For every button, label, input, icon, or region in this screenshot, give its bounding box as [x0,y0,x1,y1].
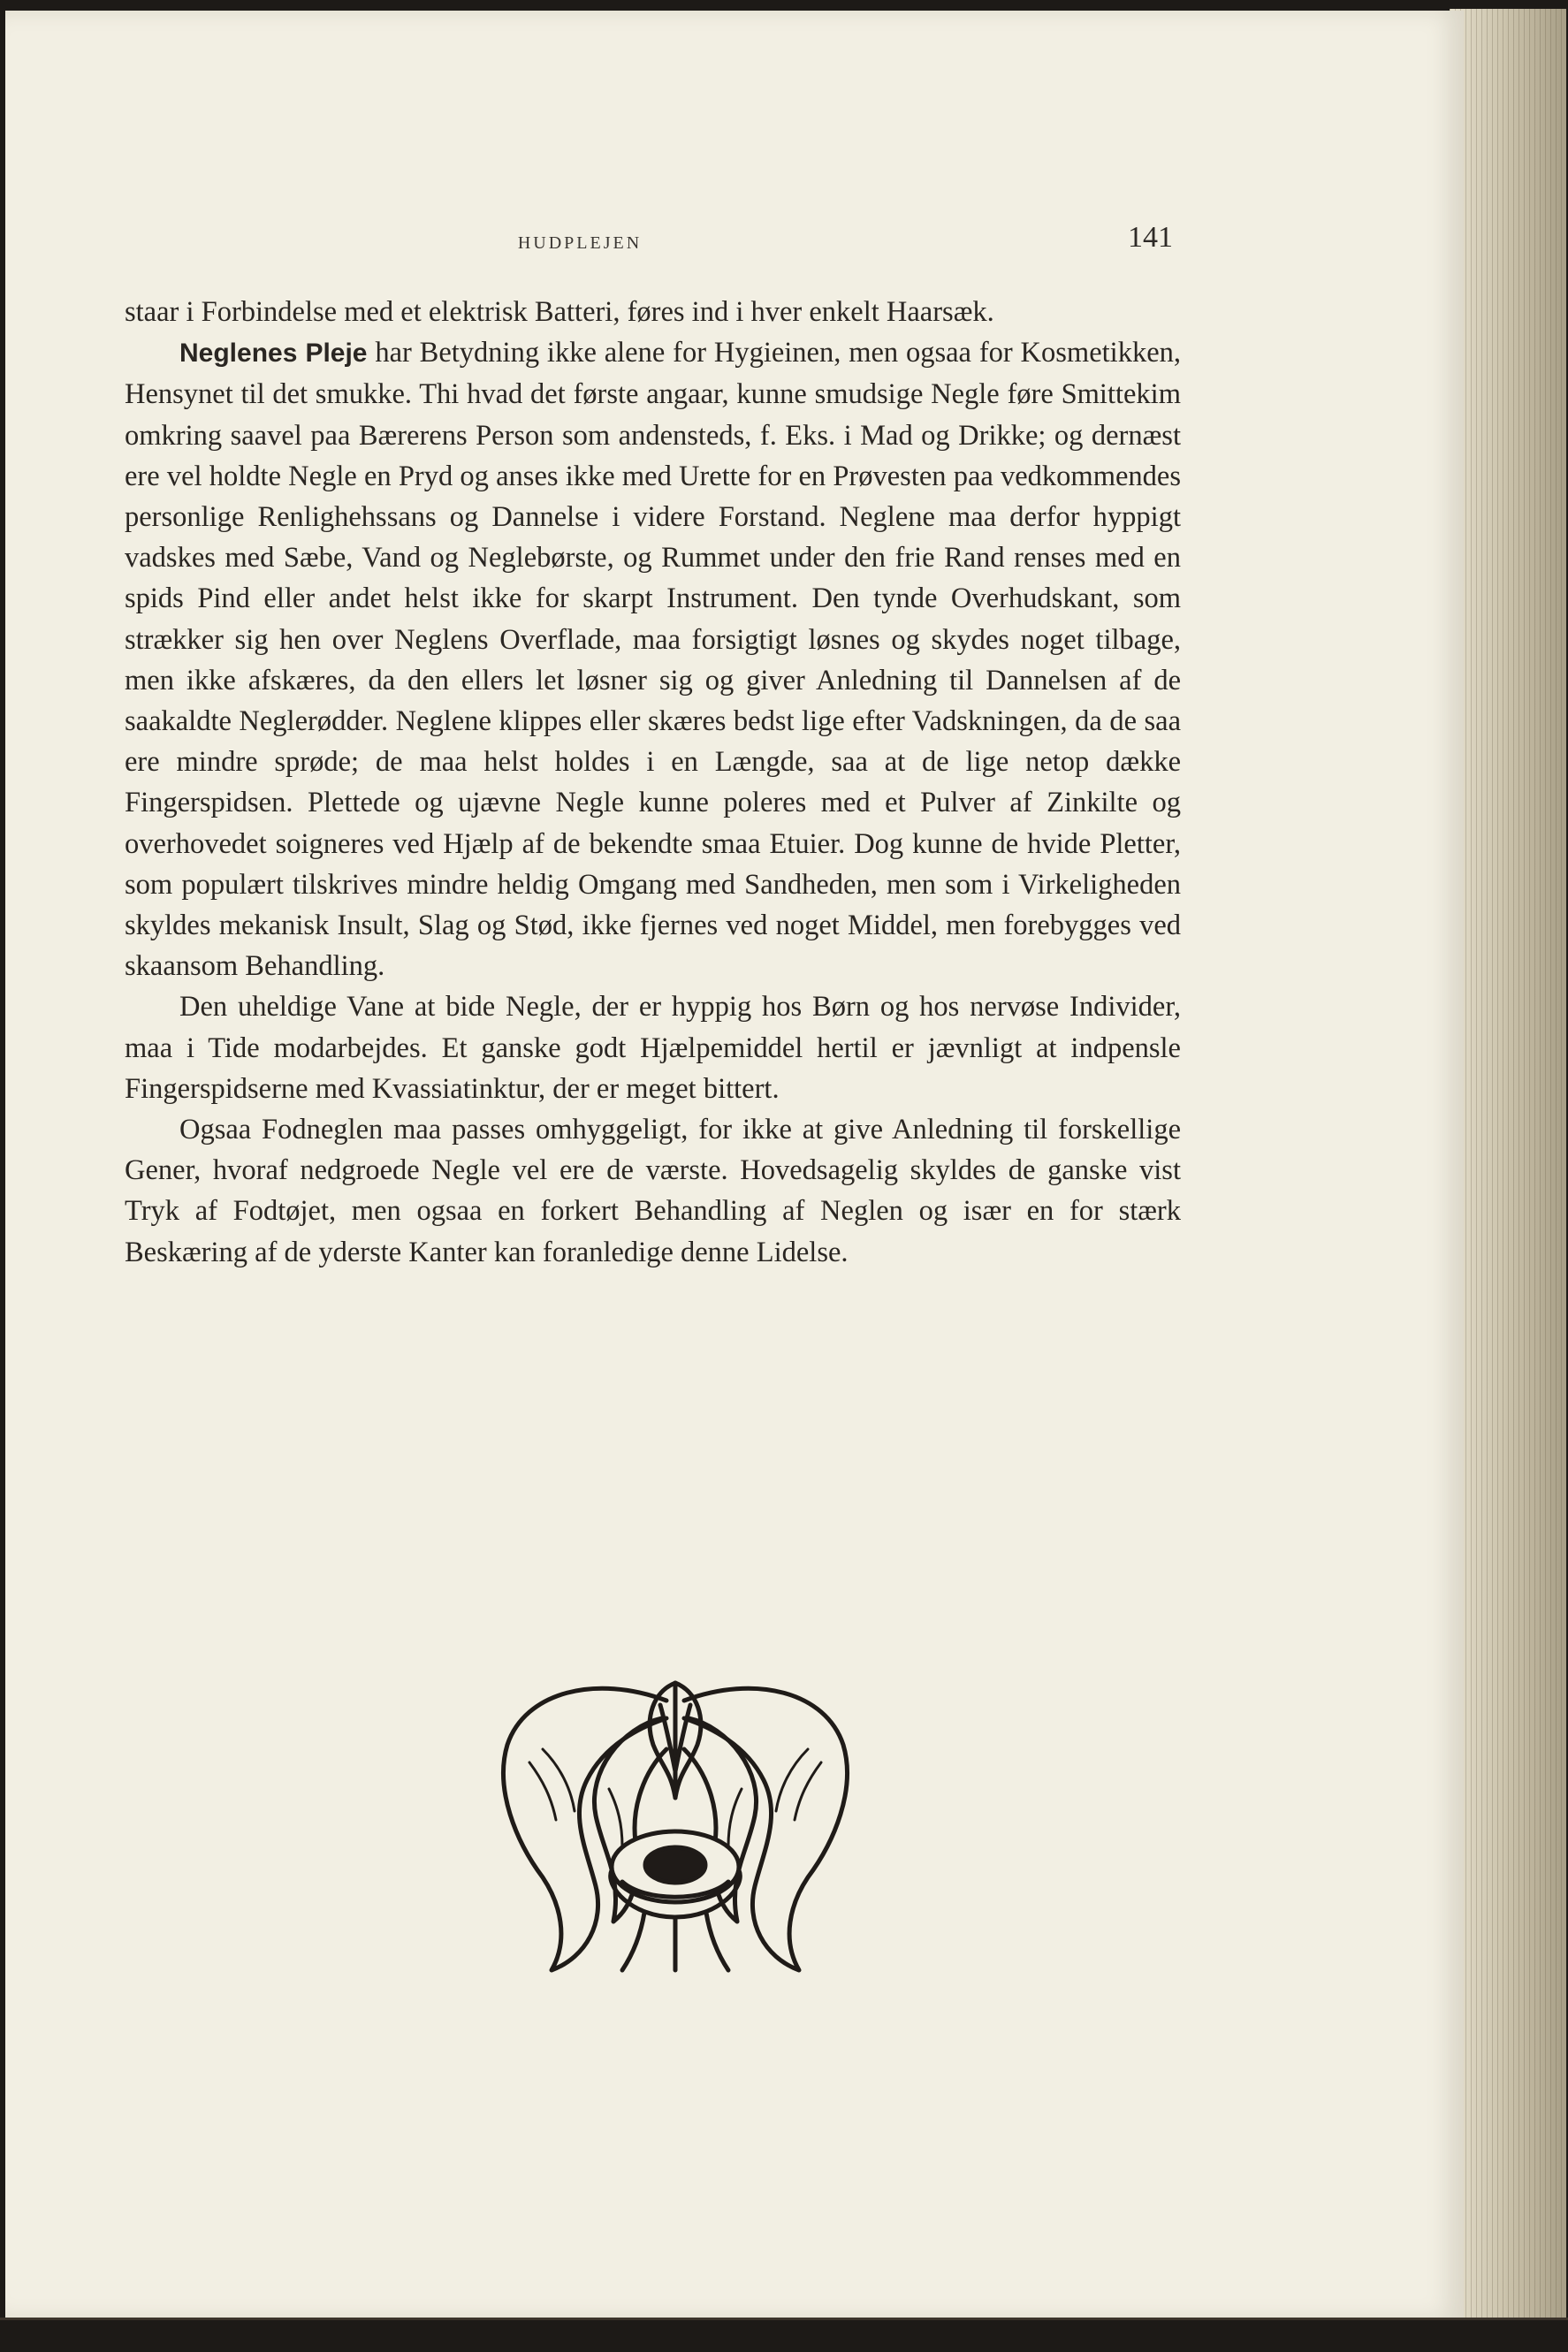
paragraph-2-lead: Neglenes Pleje [179,339,368,369]
page-number: 141 [1128,221,1173,254]
page-block-edges [1450,9,1566,2320]
paragraph-1: staar i Forbindelse med et elektrisk Batteri, føres ind i hver enkelt Haarsæk. [125,296,994,328]
paragraph-2 [125,332,1181,986]
paragraph-4: Ogsaa Fodneglen maa passes omhyggeligt, for ikke at give Anledning til forskellige Gener, hvoraf nedgroede Negle vel ere de værste. Hovedsagelig skyldes de ganske vist Tryk af Fodtøjet, men ogsaa en forkert Behandling af Neglen og især en for stærk Beskæring af de yderste Kanter kan foranledige denne Lidelse. [125,1114,1181,1268]
paragraph-2-text: har Betydning ikke alene for Hygieinen, men ogsaa for Kosmetikken, Hensynet til det smukke. Thi hvad det første angaar, kunne smudsige Negle føre Smittekim omkring saavel paa Bærerens Person som andensteds, f. Eks. i Mad og Drikke; og dernæst ere vel holdte Negle en Pryd og anses ikke med Urette for en Prøvesten paa vedkommendes personlige Renlighehssans og Dannelse i videre Forstand. Neglene maa derfor hyppigt vadskes med Sæbe, Vand og Neglebørste, og Rummet under den frie Rand renses med en spids Pind eller andet helst ikke for skarpt Instrument. Den tynde Overhudskant, som strækker sig hen over Neglens Overflade, maa forsigtigt løsnes og skydes noget tilbage, men ikke afskæres, da den ellers let løsner sig og giver Anledning til Dannelsen af de saakaldte Neglerødder. Neglene klippes eller skæres bedst lige efter Vadskningen, da de saa ere mindre sprøde; de maa helst holdes i en Længde, saa at de lige netop dække Fingerspidsen. Plettede og ujævne Negle kunne poleres med et Pulver af Zinkilte og overhovedet soigneres ved Hjælp af de bekendte smaa Etuier. Dog kunne de hvide Pletter, som populært tilskrives mindre heldig Omgang med Sandheden, men som i Virkeligheden skyldes mekanisk Insult, Slag og Stød, ikke fjernes ved noget Middel, men forebygges ved skaansom Behandling. [125,337,1181,983]
book-page [5,11,1464,2319]
bottom-edge-shadow [0,2318,1568,2320]
running-head: HUDPLEJEN [517,233,643,253]
body-text [125,292,1181,1273]
page-edge-lines [1450,9,1566,2320]
art-nouveau-floral-vignette-icon [490,1665,861,1983]
paragraph-3: Den uheldige Vane at bide Negle, der er hyppig hos Børn og hos nervøse Individer, maa i Tide modarbejdes. Et ganske godt Hjælpemiddel hertil er jævnligt at indpensle Fingerspidserne med Kvassiatinktur, der er meget bittert. [125,991,1181,1105]
